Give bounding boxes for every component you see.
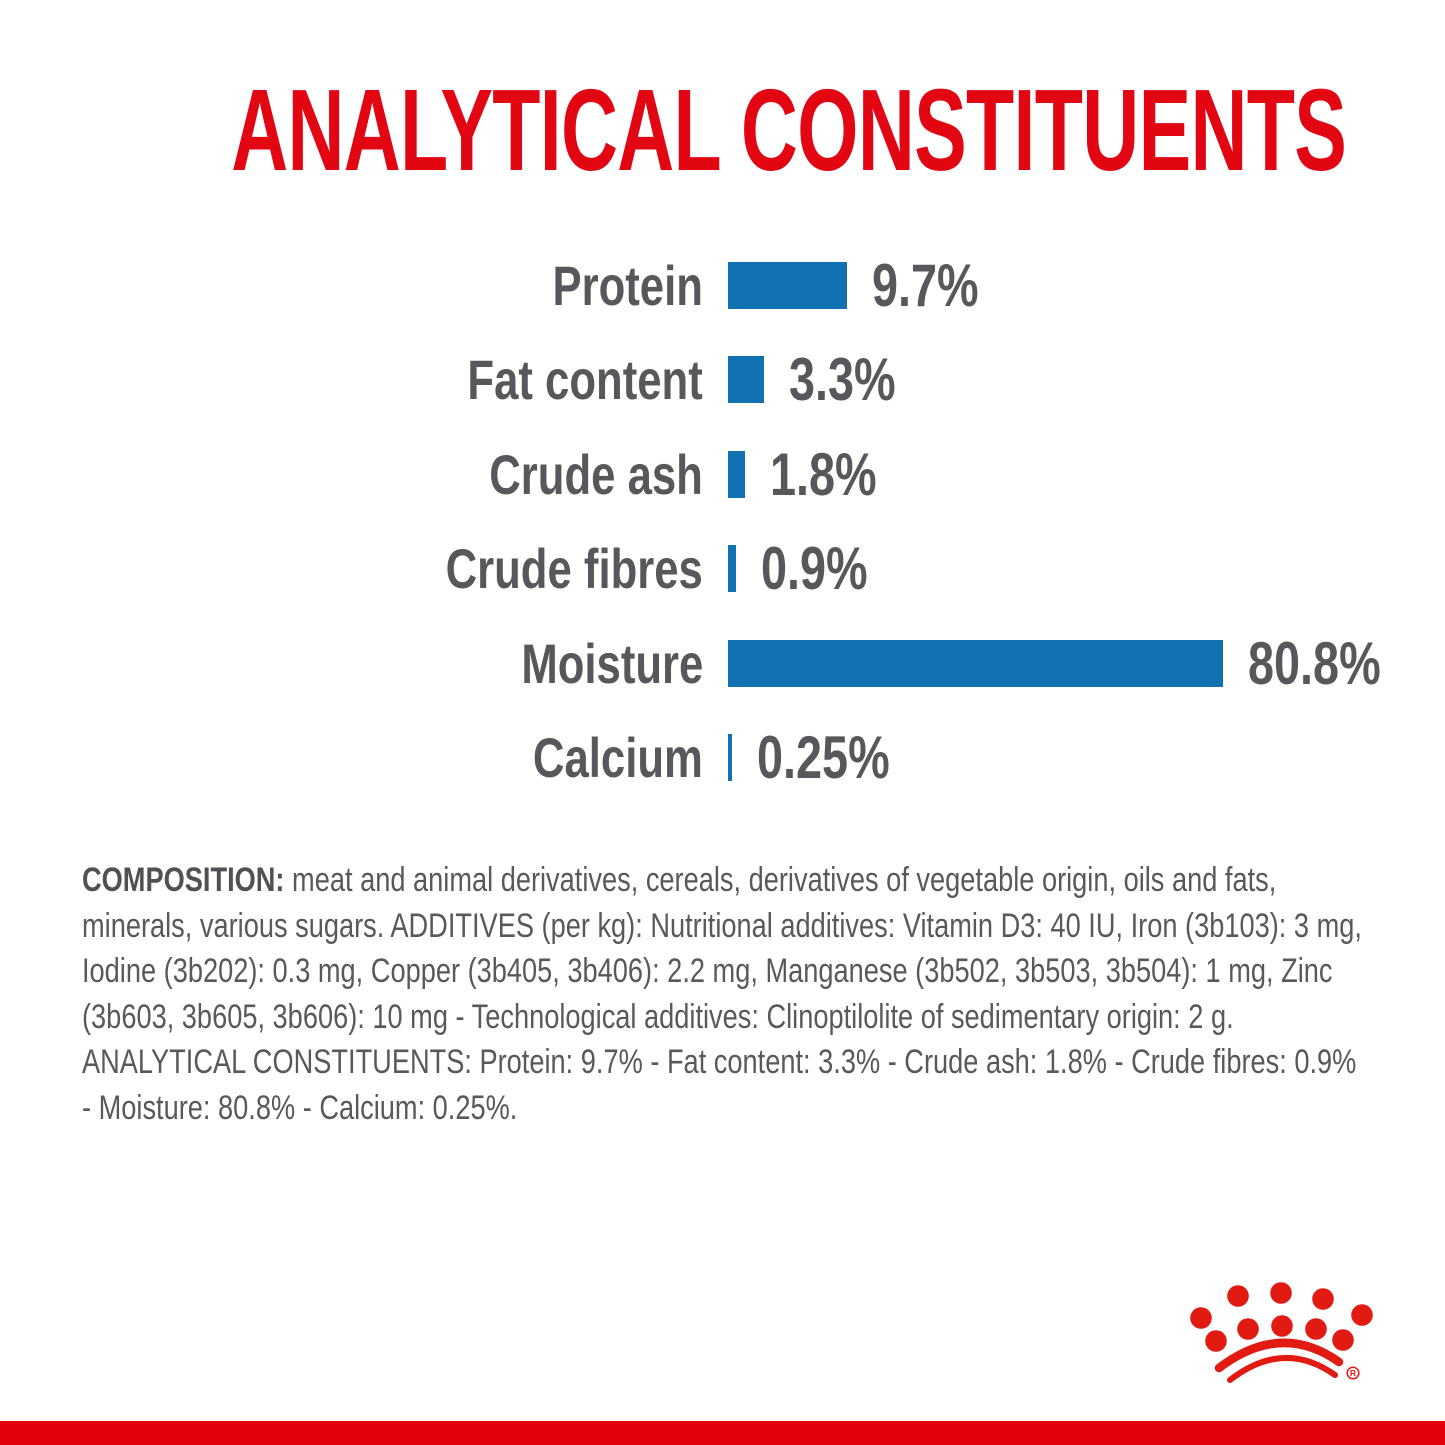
category-label: Protein [552,254,703,317]
bar [728,262,847,309]
category-label: Crude ash [489,443,703,506]
composition-heading: COMPOSITION: [82,861,285,899]
category-label: Moisture [520,632,703,695]
bar [728,356,764,403]
footer-red-bar [0,1421,1445,1445]
bar [728,640,1223,687]
svg-text:R: R [1349,1368,1357,1379]
category-label: Calcium [533,726,703,789]
value-label: 3.3% [789,346,896,413]
value-label: 1.8% [770,441,877,508]
chart-row-crude-ash [0,441,1445,508]
chart-row-fat-content [0,346,1445,413]
bar [728,734,732,781]
bar [728,545,736,592]
chart-row-moisture [0,630,1445,697]
value-label: 0.25% [757,724,890,791]
chart-row-crude-fibres [0,535,1445,602]
registered-trademark-symbol [1347,1367,1359,1379]
chart-row-protein [0,252,1445,319]
value-label: 80.8% [1248,630,1381,697]
page-title: ANALYTICAL CONSTITUENTS [231,65,1347,195]
category-label: Crude fibres [445,537,703,600]
category-label: Fat content [467,348,703,411]
royal-canin-crown-logo-icon [1180,1258,1420,1408]
value-label: 0.9% [761,535,868,602]
crown-swoosh [1219,1343,1339,1380]
composition-paragraph [82,858,1370,1131]
chart-row-calcium [0,724,1445,791]
composition-body-text: meat and animal derivatives, cereals, derivatives of vegetable origin, oils and fats, minerals, various sugars. ADDITIVES (per kg): Nutritional additives: Vitamin D3: 40 IU, Iron (3b103): 3 mg, Iodine (3b202): 0.3 mg, Copper (3b405, 3b406): 2.2 mg, Manganese (3b502, 3b503, 3b504): 1 mg, Zinc (3b603, 3b605, 3b606): 10 mg - Technological additives: Clinoptilolite of sedimentary origin: 2 g. ANALYTICAL CONSTITUENTS: Protein: 9.7% - Fat content: 3.3% - Crude ash: 1.8% - Crude fibres: 0.9% - Moisture: 80.8% - Calcium: 0.25%. [82,861,1362,1127]
bar [728,451,745,498]
value-label: 9.7% [872,252,979,319]
